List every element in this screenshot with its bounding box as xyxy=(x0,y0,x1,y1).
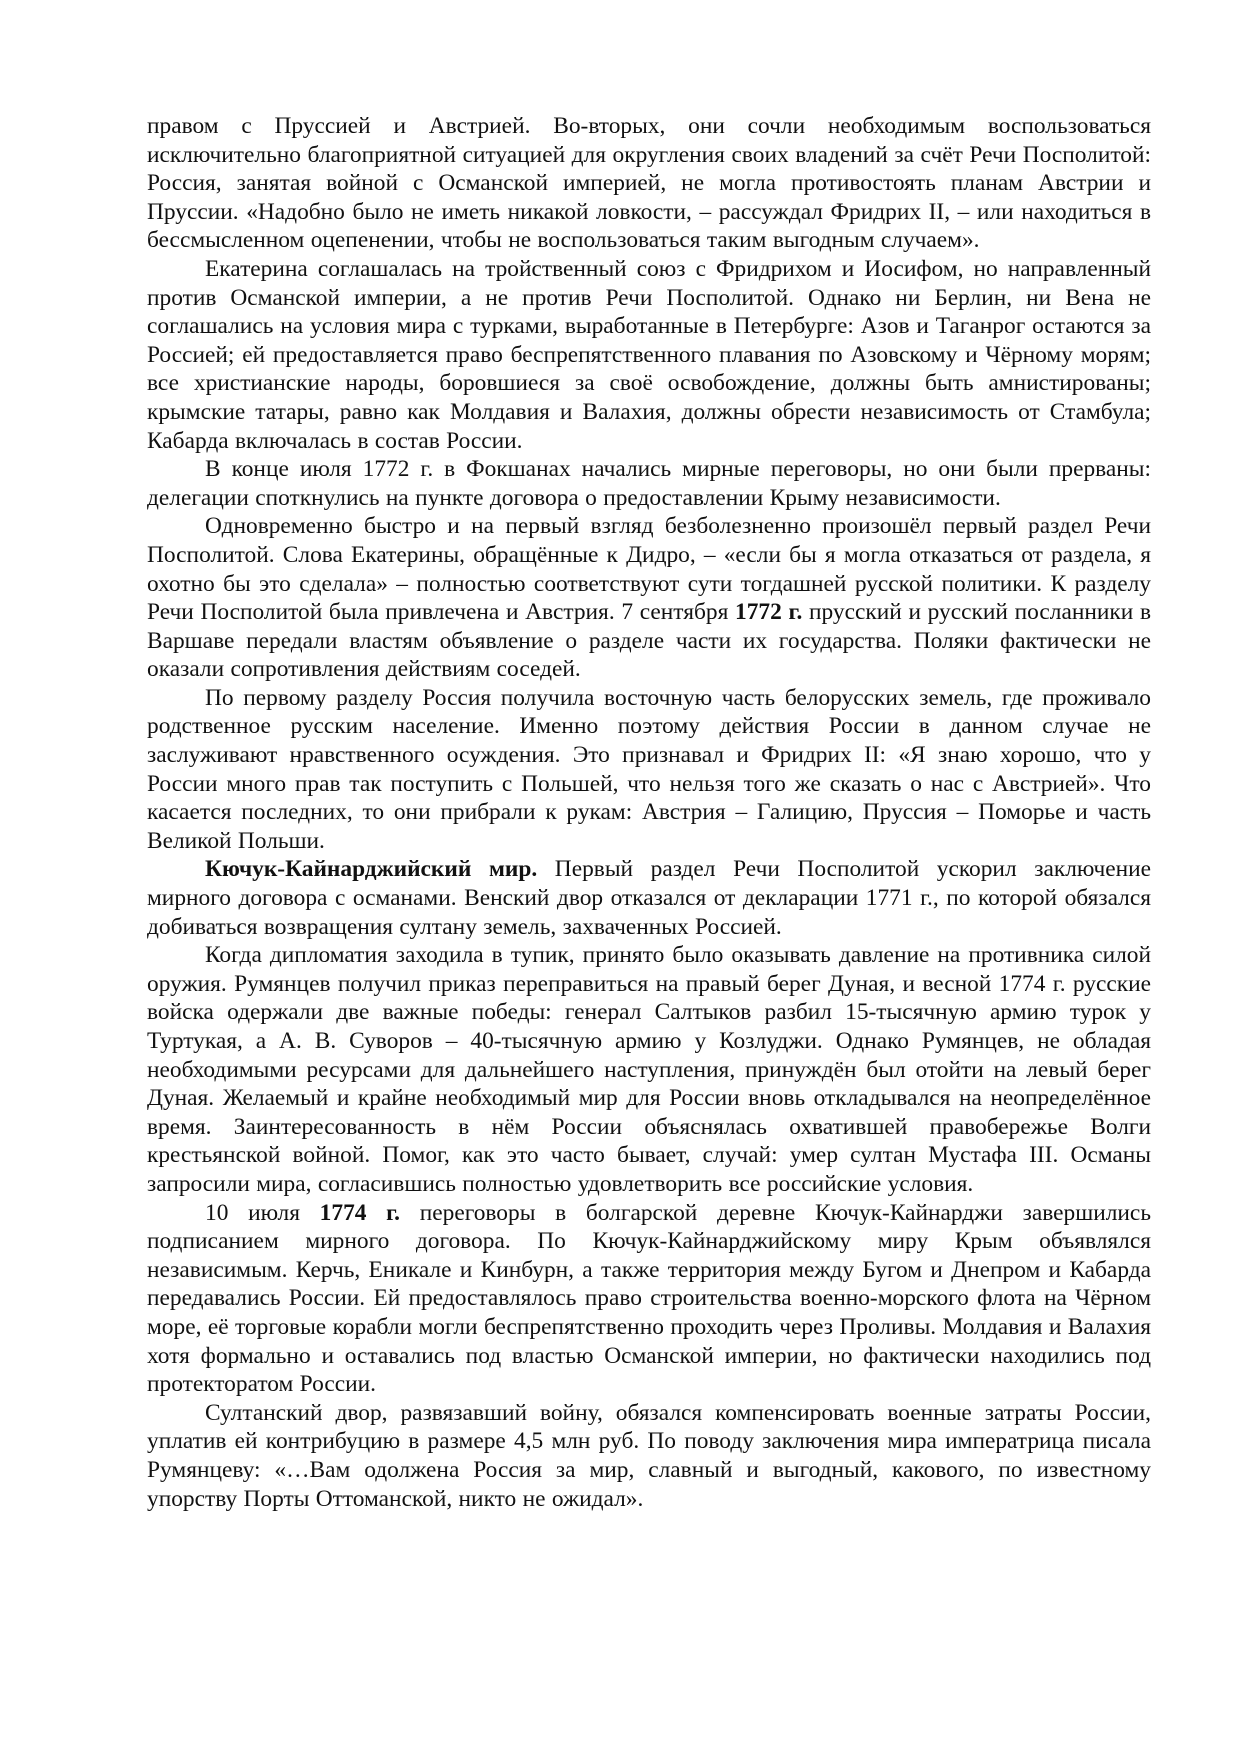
paragraph-7: Когда дипломатия заходила в тупик, принято было оказывать давление на противника силой оружия. Румянцев получил приказ переправиться на правый берег Дуная, и весной 1774 г. русские войска одержали две важные победы: генерал Салтыков разбил 15-тысячную армию турок у Туртукая, а А. В. Суворов – 40-тысячную армию у Козлуджи. Однако Румянцев, не обладая необходимыми ресурсами для дальнейшего наступления, принуждён был отойти на левый берег Дуная. Желаемый и крайне необходимый мир для России вновь откладывался на неопределённое время. Заинтересованность в нём России объяснялась охватившей правобережье Волги крестьянской войной. Помог, как это часто бывает, случай: умер султан Мустафа III. Османы запросили мира, согласившись полностью удовлетворить все российские условия. xyxy=(147,942,1151,1197)
paragraph-5: По первому разделу Россия получила восточную часть белорусских земель, где проживало родственное русским население. Именно поэтому действия России в данном случае не заслуживают нравственного осуждения. Это признавал и Фридрих II: «Я знаю хорошо, что у России много прав так поступить с Польшей, что нельзя того же сказать о нас с Австрией». Что касается последних, то они прибрали к рукам: Австрия – Галицию, Пруссия – Поморье и часть Великой Польши. xyxy=(147,684,1151,854)
paragraph-4 xyxy=(147,512,1151,684)
paragraph-8-bold-date: 1774 г. xyxy=(319,1199,401,1226)
paragraph-4-text-after: прусский и русский посланники в Варшаве передали властям объявление о разделе части их государства. Поляки фактически не оказали сопротивления действиям соседей. xyxy=(147,599,1151,683)
paragraph-1: правом с Пруссией и Австрией. Во-вторых, они сочли необходимым воспользоваться исключительно благоприятной ситуацией для округления своих владений за счёт Речи Посполитой: Россия, занятая войной с Османской империей, не могла противостоять планам Австрии и Пруссии. «Надобно было не иметь никакой ловкости, – рассуждал Фридрих II, – или находиться в бессмысленном оцепенении, чтобы не воспользоваться таким выгодным случаем». xyxy=(147,113,1151,254)
paragraph-8 xyxy=(147,1199,1151,1399)
paragraph-8-text-after: переговоры в болгарской деревне Кючук-Кайнарджи завершились подписанием мирного договора. По Кючук-Кайнарджийскому миру Крым объявлялся независимым. Керчь, Еникале и Кинбурн, а также территория между Бугом и Днепром и Кабарда передавались России. Ей предоставлялось право строительства военно-морского флота на Чёрном море, её торговые корабли могли беспрепятственно проходить через Проливы. Молдавия и Валахия хотя формально и оставались под властью Османской империи, но фактически находились под протекторатом России. xyxy=(147,1199,1151,1398)
paragraph-6-text-after: Первый раздел Речи Посполитой ускорил заключение мирного договора с османами. Венский двор отказался от декларации 1771 г., по которой обязался добиваться возвращения султану земель, захваченных Россией. xyxy=(147,856,1152,940)
paragraph-8-text-before: 10 июля xyxy=(205,1199,320,1226)
paragraph-3: В конце июля 1772 г. в Фокшанах начались мирные переговоры, но они были прерваны: делегации споткнулись на пункте договора о предоставлении Крыму независимости. xyxy=(147,456,1151,511)
paragraph-2: Екатерина соглашалась на тройственный союз с Фридрихом и Иосифом, но направленный против Османской империи, а не против Речи Посполитой. Однако ни Берлин, ни Вена не соглашались на условия мира с турками, выработанные в Петербурге: Азов и Таганрог остаются за Россией; ей предоставляется право беспрепятственного плавания по Азовскому и Чёрному морям; все христианские народы, боровшиеся за своё освобождение, должны быть амнистированы; крымские татары, равно как Молдавия и Валахия, должны обрести независимость от Стамбула; Кабарда включалась в состав России. xyxy=(147,255,1151,454)
paragraph-9: Султанский двор, развязавший войну, обязался компенсировать военные затраты России, уплатив ей контрибуцию в размере 4,5 млн руб. По поводу заключения мира императрица писала Румянцеву: «…Вам одолжена Россия за мир, славный и выгодный, какового, по известному упорству Порты Оттоманской, никто не ожидал». xyxy=(147,1399,1151,1512)
section-heading-kuchuk-kainarji: Кючук-Кайнарджийский мир. xyxy=(205,856,538,883)
paragraph-4-bold-date: 1772 г. xyxy=(735,599,803,626)
paragraph-4-text-before: Одновременно быстро и на первый взгляд безболезненно произошёл первый раздел Речи Посполитой. Слова Екатерины, обращённые к Дидро, – «если бы я могла отказаться от раздела, я охотно бы это сделала» – полностью соответствуют сути тогдашней русской политики. К разделу Речи Посполитой была привлечена и Австрия. 7 сентября xyxy=(147,513,1151,626)
document-body xyxy=(147,112,1151,1513)
paragraph-6 xyxy=(147,855,1151,941)
